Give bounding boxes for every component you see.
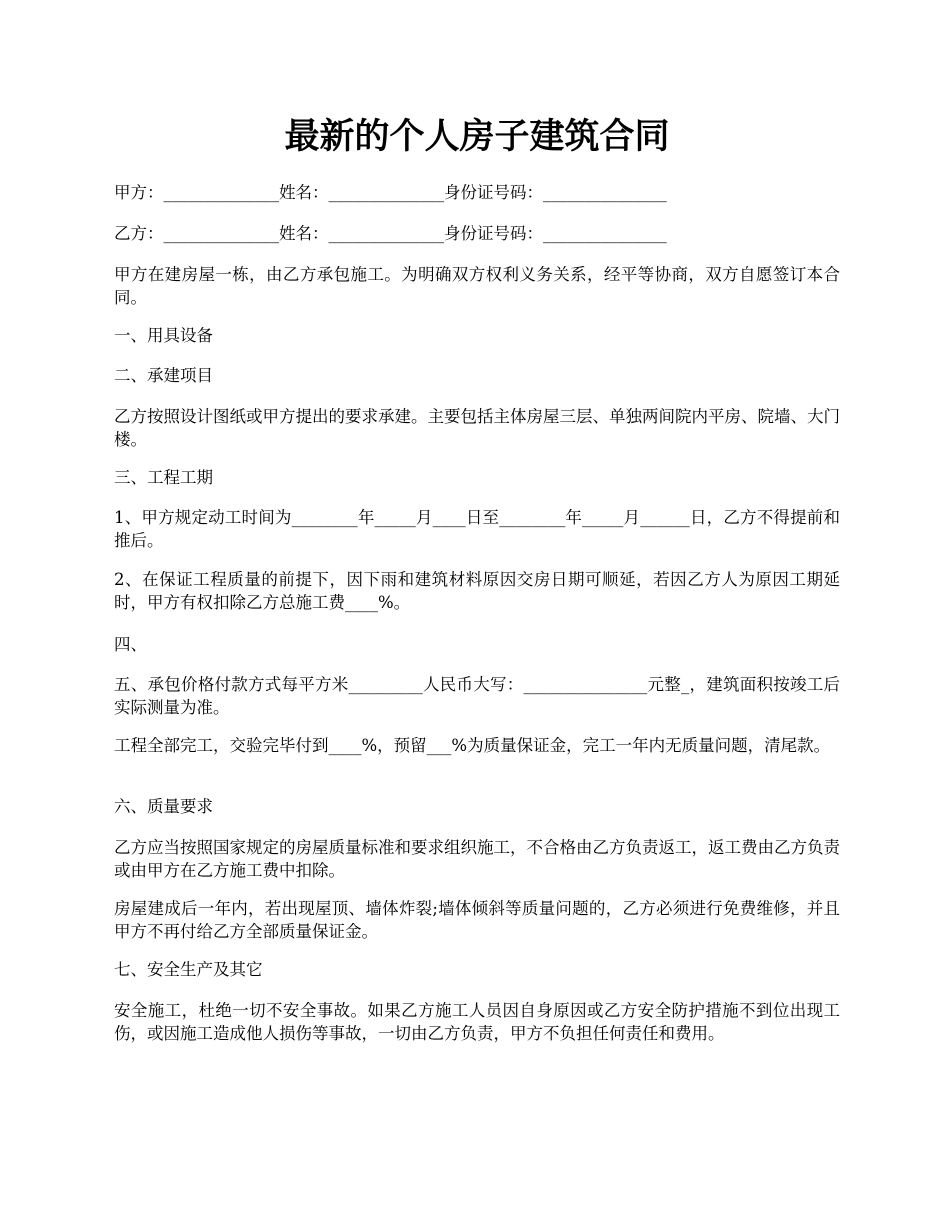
party-a-line: 甲方：______________姓名：______________身份证号码：_______________ [114,183,667,202]
party-b-line: 乙方：______________姓名：______________身份证号码：_______________ [114,224,667,243]
document-title: 最新的个人房子建筑合同 [284,116,670,157]
payment-paragraph: 五、承包价格付款方式每平方米_________人民币大写：_______________元整_，建筑面积按竣工后实际测量为准。 [114,675,840,717]
section-heading-1: 一、用具设备 [114,326,213,345]
section-heading-2: 二、承建项目 [114,366,213,385]
section-heading-6: 六、质量要求 [114,797,213,816]
section-heading-3: 三、工程工期 [114,468,213,487]
section-heading-4: 四、 [114,635,147,654]
intro-paragraph: 甲方在建房屋一栋，由乙方承包施工。为明确双方权利义务关系，经平等协商，双方自愿签订本合同。 [114,265,840,307]
schedule-clause-2: 2、在保证工程质量的前提下，因下雨和建筑材料原因交房日期可顺延，若因乙方人为原因工期延时，甲方有权扣除乙方总施工费____%。 [114,570,840,612]
quality-paragraph-2: 房屋建成后一年内，若出现屋顶、墙体炸裂;墙体倾斜等质量问题的，乙方必须进行免费维修，并且甲方不再付给乙方全部质量保证金。 [114,899,840,941]
safety-paragraph: 安全施工，杜绝一切不安全事故。如果乙方施工人员因自身原因或乙方安全防护措施不到位出现工伤，或因施工造成他人损伤等事故，一切由乙方负责，甲方不负担任何责任和费用。 [114,1001,840,1043]
completion-paragraph: 工程全部完工，交验完毕付到____%，预留___%为质量保证金，完工一年内无质量问题，清尾款。 [114,736,831,755]
quality-paragraph-1: 乙方应当按照国家规定的房屋质量标准和要求组织施工，不合格由乙方负责返工，返工费由乙方负责或由甲方在乙方施工费中扣除。 [114,838,840,880]
section-heading-7: 七、安全生产及其它 [114,960,263,979]
project-paragraph: 乙方按照设计图纸或甲方提出的要求承建。主要包括主体房屋三层、单独两间院内平房、院墙、大门楼。 [114,407,840,449]
schedule-clause-1: 1、甲方规定动工时间为________年_____月____日至________年_____月______日，乙方不得提前和推后。 [114,508,840,550]
